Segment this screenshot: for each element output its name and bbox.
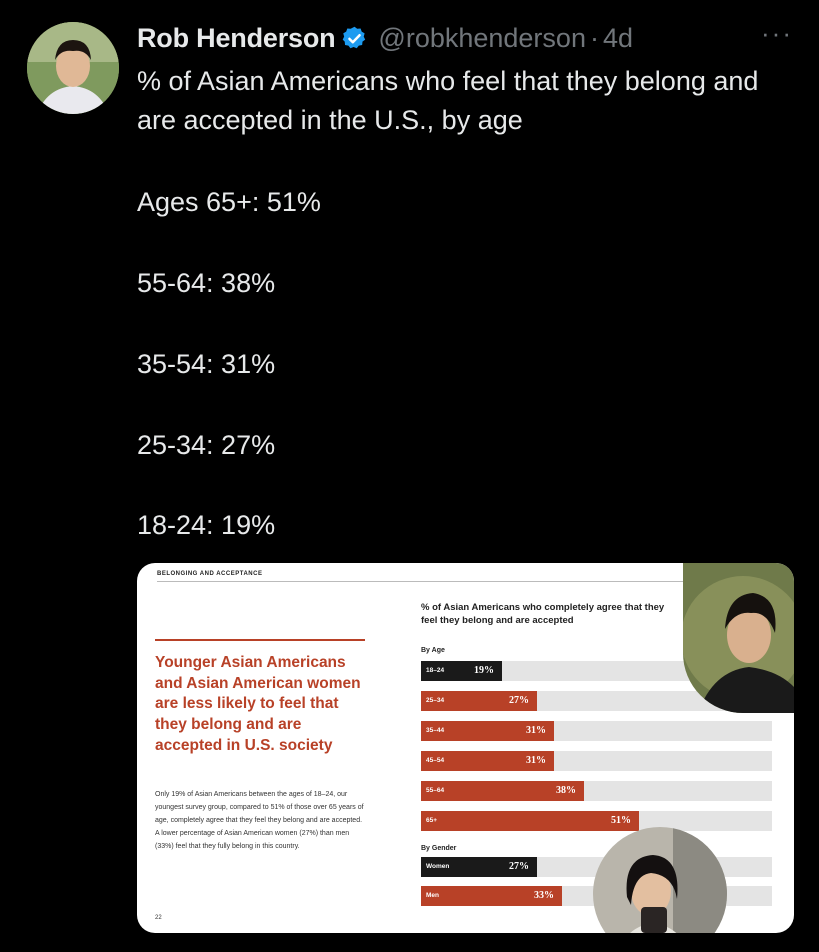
bar-value-label: 38% bbox=[556, 785, 576, 796]
bar-value-label: 19% bbox=[474, 665, 494, 676]
bar-value-label: 31% bbox=[526, 725, 546, 736]
tweet-header bbox=[137, 20, 809, 56]
headline-rule bbox=[155, 639, 365, 641]
avatar-image bbox=[27, 22, 119, 114]
bar-fill bbox=[421, 751, 554, 771]
bar-value-label: 27% bbox=[509, 695, 529, 706]
bar-fill bbox=[421, 691, 537, 711]
more-options-icon[interactable]: ··· bbox=[761, 18, 793, 48]
bar-category-label: 18–24 bbox=[426, 667, 445, 674]
bar-category-label: Women bbox=[426, 863, 450, 870]
chart-title: % of Asian Americans who completely agree that they feel they belong and are accepted bbox=[421, 602, 665, 626]
young-man-photo bbox=[683, 563, 794, 713]
photo-young-man bbox=[683, 563, 794, 713]
bar-value-label: 31% bbox=[526, 755, 546, 766]
report-kicker: BELONGING AND ACCEPTANCE bbox=[157, 571, 263, 577]
young-woman-photo bbox=[593, 827, 727, 933]
tweet-line-35-54: 35-54: 31% bbox=[137, 349, 276, 379]
bar-category-label: 55–64 bbox=[426, 787, 445, 794]
author-handle[interactable]: @robkhenderson bbox=[378, 22, 586, 53]
bar-category-label: 25–34 bbox=[426, 697, 445, 704]
report-headline: Younger Asian Americans and Asian American women are less likely to feel that they belong and are accepted in U.S. society bbox=[155, 654, 361, 754]
bar-category-label: Men bbox=[426, 892, 439, 899]
bar-fill bbox=[421, 811, 639, 831]
report-body: Only 19% of Asian Americans between the ages of 18–24, our youngest survey group, compared to 51% of those over 65 years of age, completely agree that they feel they belong and are accepted. A lower percentage of Asian American women (27%) than men (33%) feel that they fully belong in this country. bbox=[155, 791, 364, 850]
separator-dot: · bbox=[589, 22, 599, 53]
attached-image-card[interactable] bbox=[137, 563, 794, 933]
bar-value-label: 33% bbox=[534, 890, 554, 901]
bar-value-label: 27% bbox=[509, 861, 529, 872]
tweet-timestamp[interactable]: 4d bbox=[602, 22, 634, 53]
section-label-age: By Age bbox=[421, 647, 445, 654]
page-number: 22 bbox=[155, 915, 162, 921]
bar-track bbox=[421, 811, 772, 831]
bar-fill bbox=[421, 661, 502, 681]
author-name[interactable]: Rob Henderson bbox=[137, 22, 336, 53]
bar-track bbox=[421, 751, 772, 771]
bar-fill bbox=[421, 857, 537, 877]
author-avatar[interactable] bbox=[27, 22, 119, 114]
section-label-gender: By Gender bbox=[421, 845, 457, 852]
tweet-line-25-34: 25-34: 27% bbox=[137, 430, 276, 460]
bar-track bbox=[421, 781, 772, 801]
bar-fill bbox=[421, 781, 584, 801]
bar-category-label: 35–44 bbox=[426, 727, 445, 734]
tweet-line-65plus: Ages 65+: 51% bbox=[137, 187, 321, 217]
photo-young-woman bbox=[593, 827, 727, 933]
verified-badge-icon bbox=[341, 25, 368, 52]
top-divider bbox=[157, 581, 774, 582]
tweet-text: % of Asian Americans who feel that they belong and are accepted in the U.S., by age bbox=[137, 66, 759, 135]
tweet-line-18-24: 18-24: 19% bbox=[137, 510, 276, 540]
bar-fill bbox=[421, 886, 562, 906]
bar-value-label: 51% bbox=[611, 815, 631, 826]
tweet-line-55-64: 55-64: 38% bbox=[137, 268, 276, 298]
bar-category-label: 45–54 bbox=[426, 757, 445, 764]
bar-track bbox=[421, 721, 772, 741]
bar-fill bbox=[421, 721, 554, 741]
bar-category-label: 65+ bbox=[426, 817, 438, 824]
